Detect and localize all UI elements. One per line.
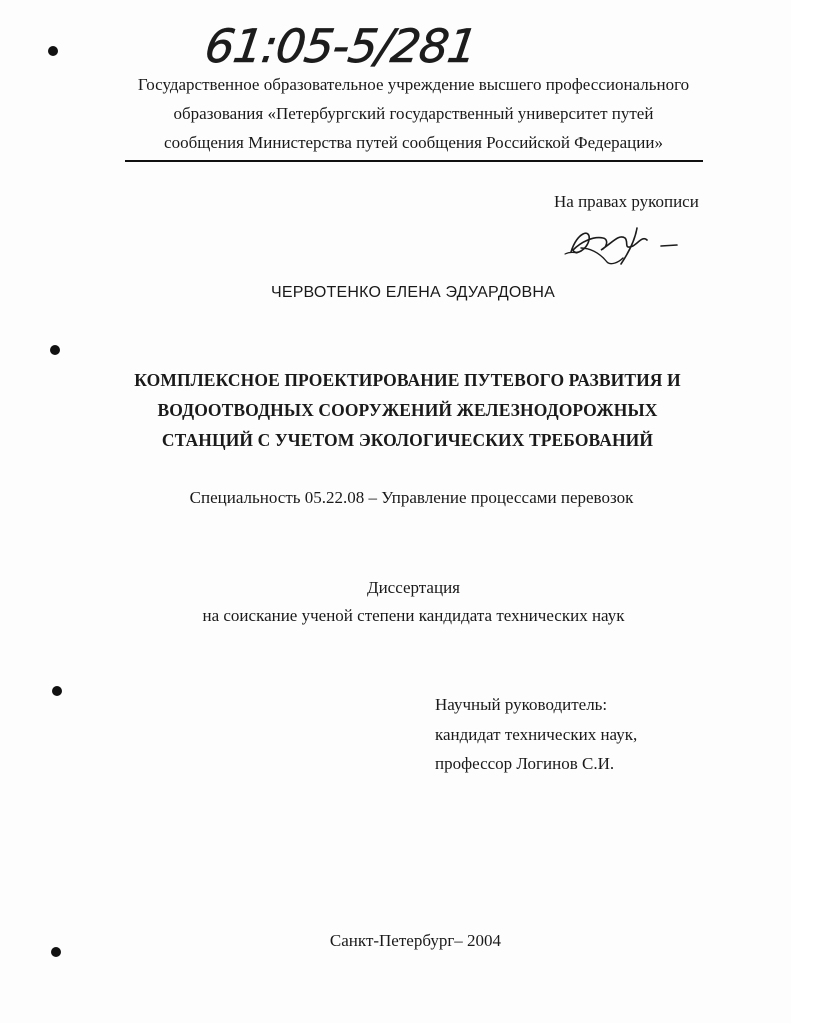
advisor-label: Научный руководитель: bbox=[435, 695, 608, 714]
author-signature bbox=[563, 222, 683, 270]
advisor-name: профессор Логинов С.И. bbox=[435, 754, 615, 773]
rights-notice: На правах рукописи bbox=[554, 192, 699, 211]
title-line-1: КОМПЛЕКСНОЕ ПРОЕКТИРОВАНИЕ ПУТЕВОГО РАЗВИТИЯ И bbox=[134, 370, 681, 390]
title-line-2: ВОДООТВОДНЫХ СООРУЖЕНИЙ ЖЕЛЕЗНОДОРОЖНЫХ bbox=[157, 400, 658, 420]
institution-line-2: образования «Петербургский государственный университет путей bbox=[173, 104, 654, 123]
title-line-3: СТАНЦИЙ С УЧЕТОМ ЭКОЛОГИЧЕСКИХ ТРЕБОВАНИЙ bbox=[161, 430, 654, 450]
institution-line-3: сообщения Министерства путей сообщения Российской Федерации» bbox=[164, 133, 663, 152]
specialty: Специальность 05.22.08 – Управление процессами перевозок bbox=[189, 488, 634, 507]
work-type: Диссертация bbox=[366, 578, 460, 597]
institution-line-1: Государственное образовательное учреждение высшего профессионального bbox=[137, 75, 690, 94]
author-name: ЧЕРВОТЕНКО ЕЛЕНА ЭДУАРДОВНА bbox=[270, 284, 556, 301]
binder-hole-3 bbox=[52, 686, 62, 696]
place-year: Санкт-Петербург– 2004 bbox=[329, 931, 502, 950]
handwritten-archive-code bbox=[201, 14, 480, 76]
binder-hole-1 bbox=[48, 46, 58, 56]
archive-code-text: 61:05-5/281 bbox=[201, 19, 480, 73]
binder-hole-2 bbox=[50, 345, 60, 355]
degree-sought: на соискание ученой степени кандидата технических наук bbox=[202, 606, 625, 625]
advisor-degree: кандидат технических наук, bbox=[435, 725, 638, 744]
header-rule bbox=[125, 160, 703, 162]
